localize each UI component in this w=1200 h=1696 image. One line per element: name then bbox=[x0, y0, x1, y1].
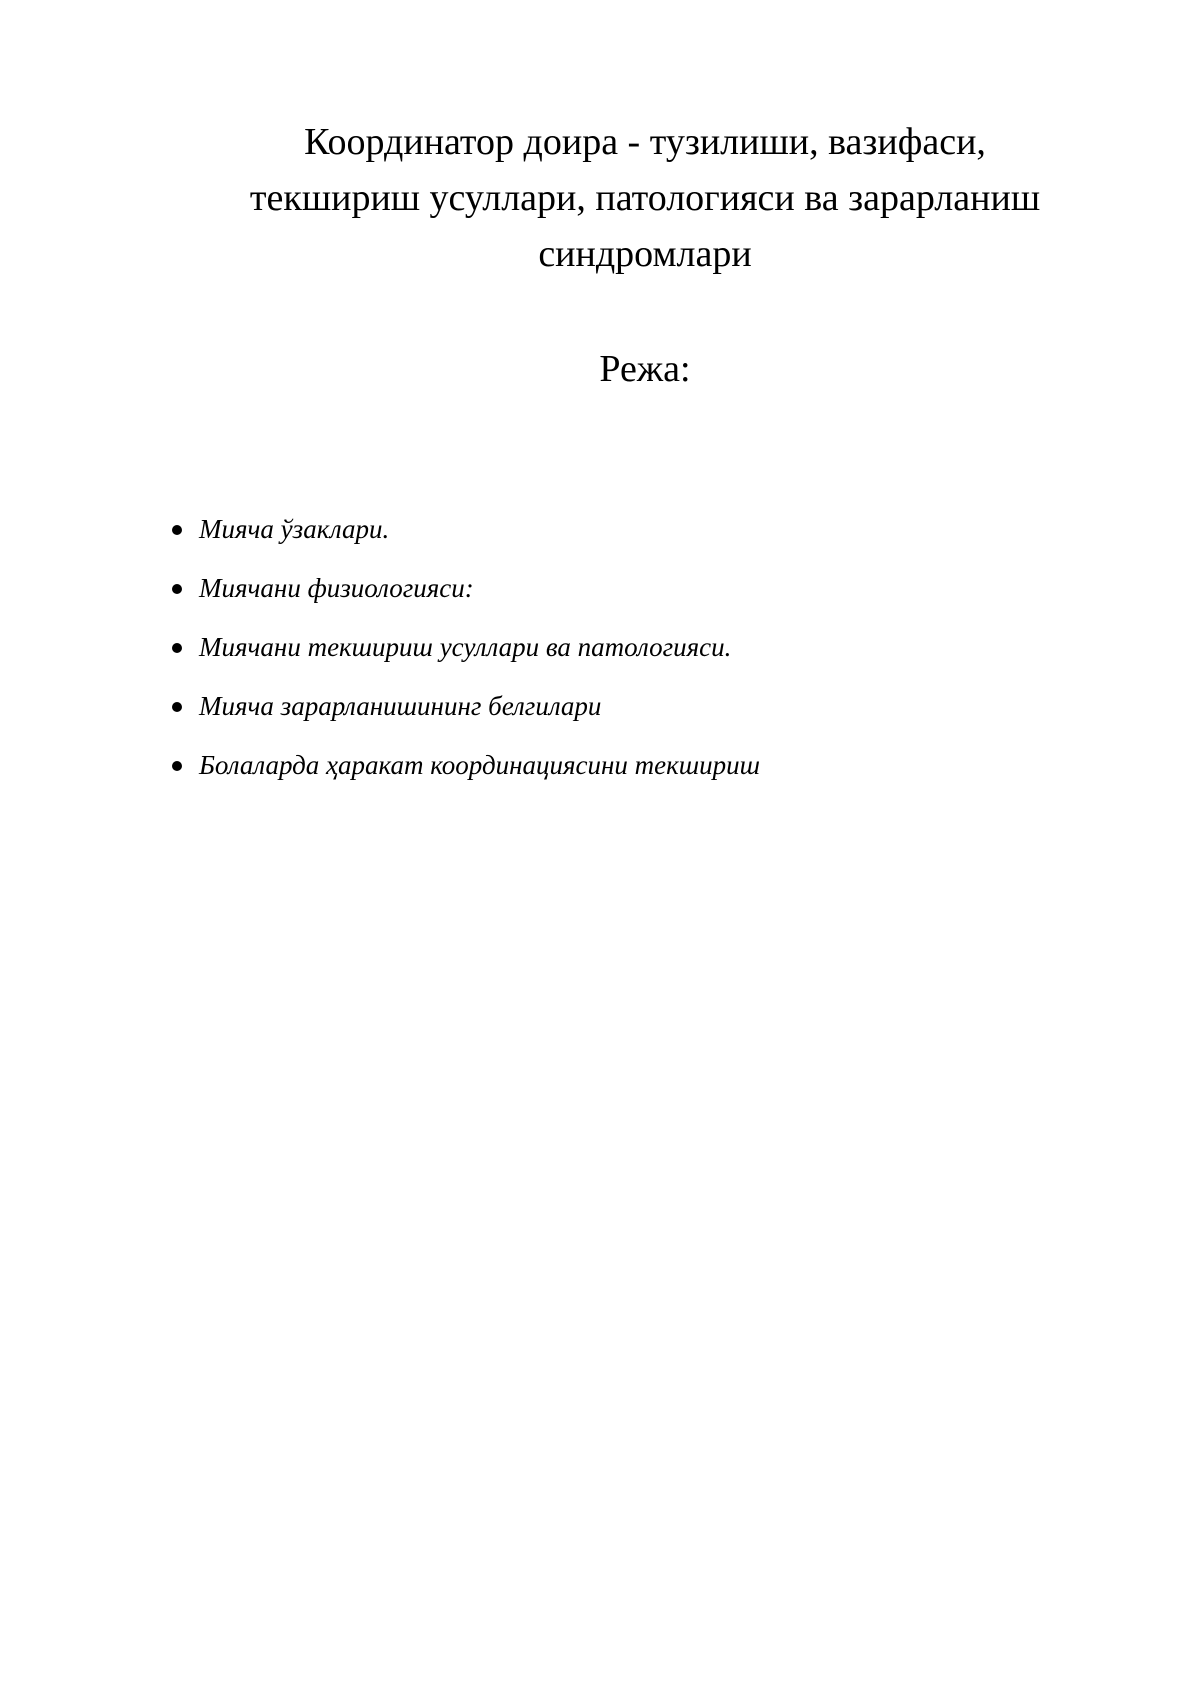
bullet-icon bbox=[172, 643, 182, 653]
list-item-text: Болаларда ҳаракат координациясини текшириш bbox=[199, 750, 761, 780]
bullet-icon bbox=[172, 525, 182, 535]
bullet-icon bbox=[172, 761, 182, 771]
plan-heading: Режа: bbox=[599, 348, 691, 390]
bullet-icon bbox=[172, 584, 182, 594]
title-line-2: текшириш усуллари, патологияси ва зарарланиш bbox=[249, 177, 1041, 219]
list-item-text: Мияча ўзаклари. bbox=[199, 514, 390, 544]
document-title bbox=[150, 114, 1140, 282]
title-line-3: синдромлари bbox=[538, 233, 752, 275]
list-item-text: Миячани текшириш усуллари ва патологияси. bbox=[199, 632, 732, 662]
bullet-icon bbox=[172, 702, 182, 712]
title-line-1: Координатор доира - тузилиши, вазифаси, bbox=[304, 121, 986, 163]
list-item-text: Миячани физиологияси: bbox=[199, 573, 474, 603]
list-item-text: Мияча зарарланишининг белгилари bbox=[199, 691, 602, 721]
